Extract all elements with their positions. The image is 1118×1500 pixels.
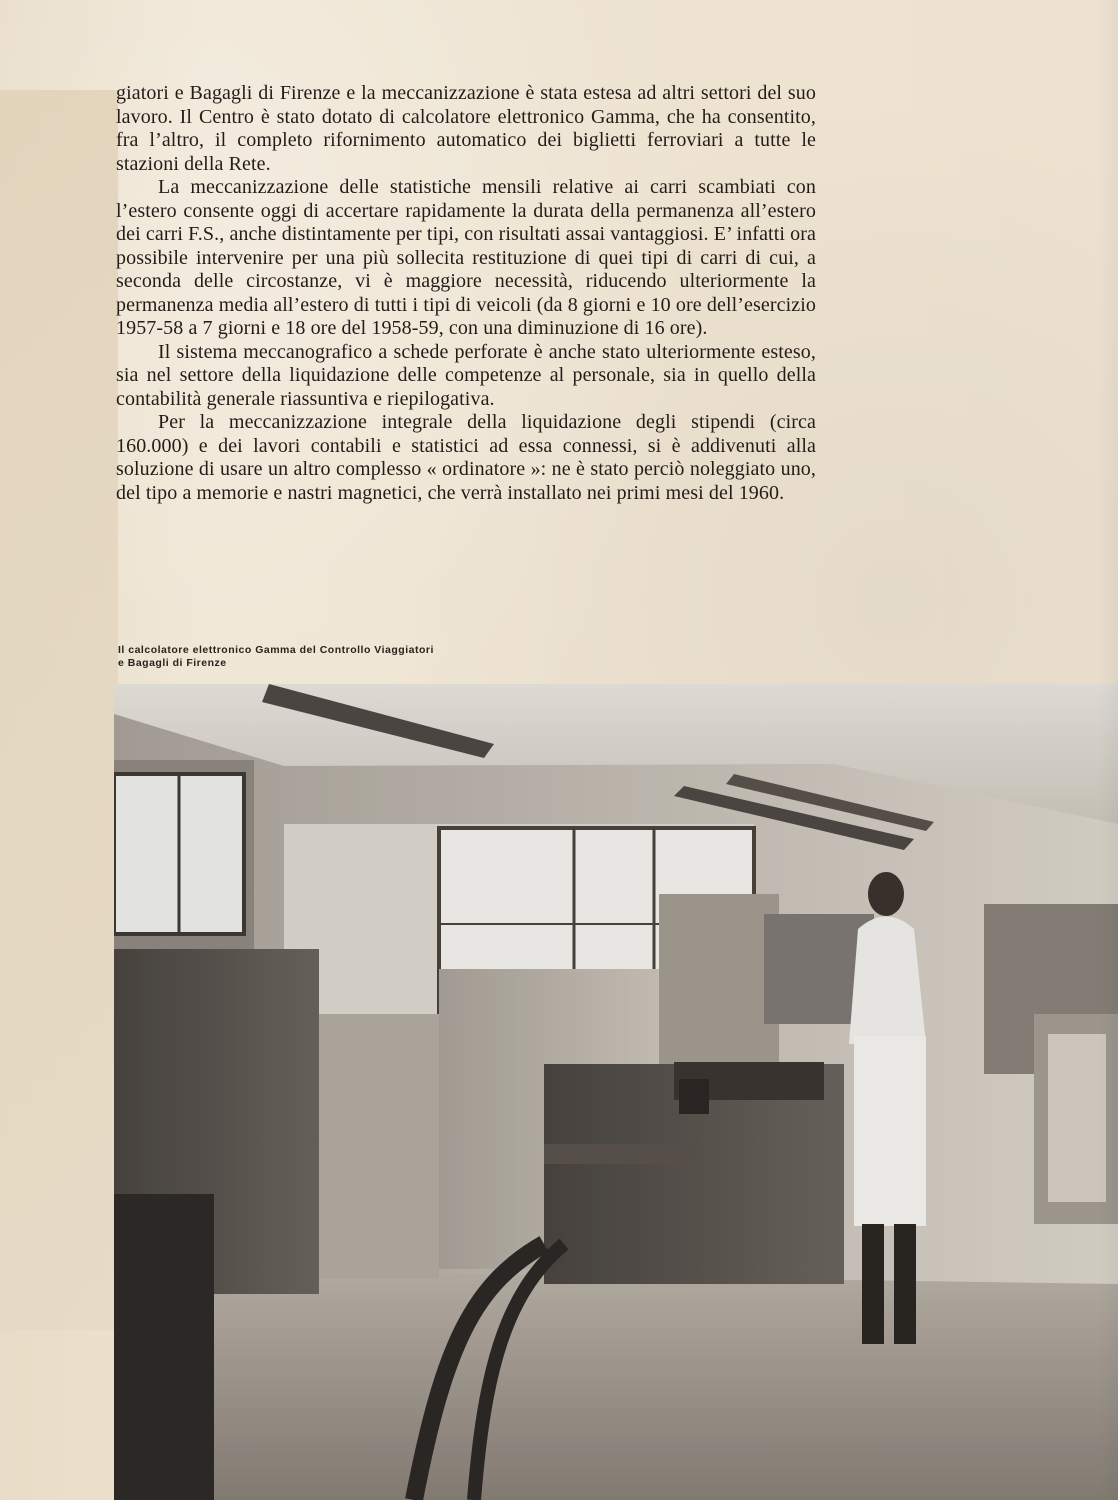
photo-tint xyxy=(114,684,1118,1500)
paragraph-2: La meccanizzazione delle statistiche mensili relative ai carri scambiati con l’estero consente oggi di accertare rapidamente la durata della permanenza all’estero dei carri F.S., anche distintamente per tipi, con risultati assai vantaggiosi. E’ infatti ora possibile intervenire per una più sollecita restituzione di quei tipi di carri di cui, a seconda delle circostanze, vi è maggiore necessità, riducendo ulteriormente la permanenza media all’estero di tutti i tipi di veicoli (da 8 giorni e 10 ore dell’esercizio 1957-58 a 7 giorni e 18 ore del 1958-59, con una diminuzione di 16 ore). xyxy=(116,176,816,339)
photo-illustration xyxy=(114,684,1118,1500)
page-edge-shadow xyxy=(1098,0,1118,1500)
paragraph-1: giatori e Bagagli di Firenze e la meccanizzazione è stata estesa ad altri settori del suo lavoro. Il Centro è stato dotato di calcolatore elettronico Gamma, che ha consentito, fra l’altro, il completo rifornimento automatico dei biglietti ferroviari a tutte le stazioni della Rete. xyxy=(116,82,816,175)
paragraph-4: Per la meccanizzazione integrale della liquidazione degli stipendi (circa 160.000) e dei lavori contabili e statistici ad essa connessi, si è addivenuti alla soluzione di usare un altro complesso « ordinatore »: ne è stato perciò noleggiato uno, del tipo a memorie e nastri magnetici, che verrà installato nei primi mesi del 1960. xyxy=(116,411,816,504)
page-left-band xyxy=(0,90,118,1330)
caption-line-1: Il calcolatore elettronico Gamma del Controllo Viaggiatori xyxy=(118,644,434,656)
photo-caption xyxy=(118,644,518,670)
caption-line-2: e Bagagli di Firenze xyxy=(118,657,227,669)
computer-room-photo xyxy=(114,684,1118,1500)
paragraph-3: Il sistema meccanografico a schede perforate è anche stato ulteriormente esteso, sia nel settore della liquidazione delle competenze al personale, sia in quello della contabilità generale riassuntiva e riepilogativa. xyxy=(116,340,816,410)
article-text xyxy=(116,82,816,505)
